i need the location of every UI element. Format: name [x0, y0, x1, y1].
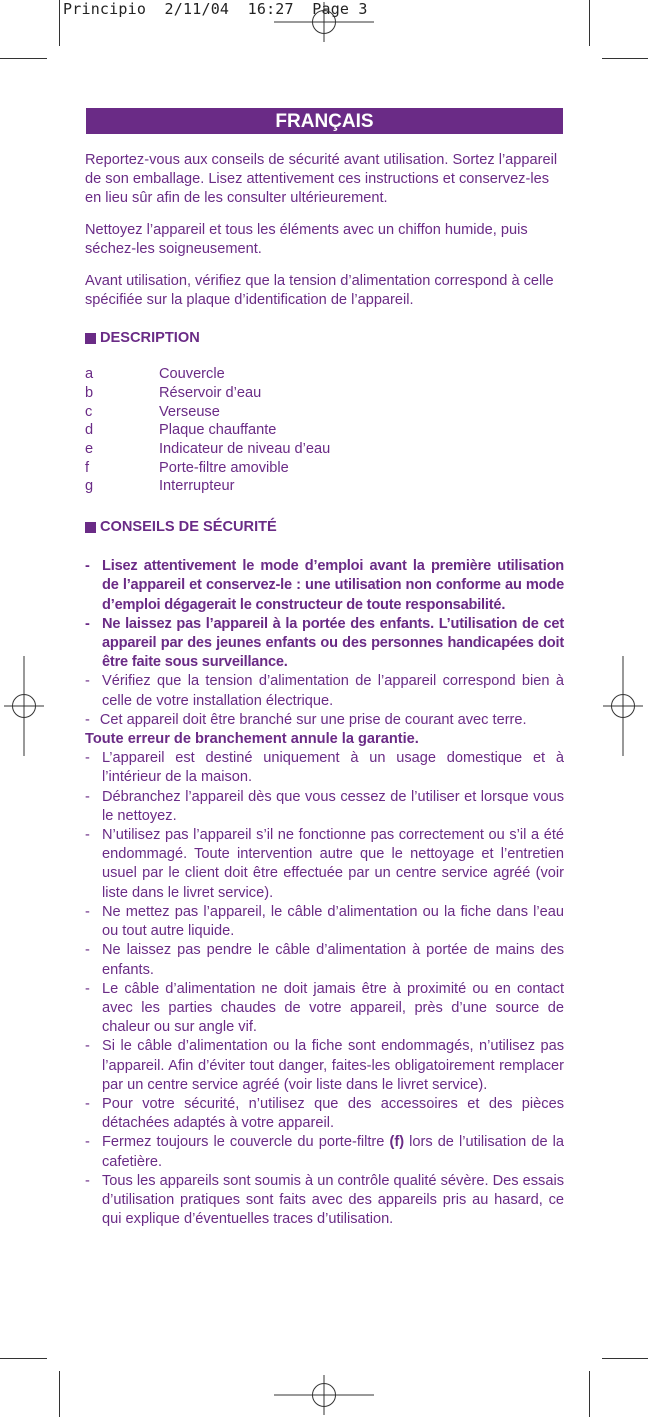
registration-mark-bottom-icon	[274, 1375, 374, 1415]
part-key: e	[85, 440, 94, 457]
part-key: d	[85, 422, 94, 439]
language-title-banner: FRANÇAIS	[86, 108, 563, 134]
part-key: b	[85, 384, 94, 401]
intro-paragraph: Avant utilisation, vérifiez que la tension d’alimentation correspond à celle spécifiée sur la plaque d’identification de l’appareil.	[85, 272, 554, 308]
list-item: - Lisez attentivement le mode d’emploi avant la première utilisation de l’appareil et conservez-le : une utilisation non conforme au mode d’emploi dégagerait le constructeur de toute responsabilité.	[85, 558, 564, 613]
description-heading-text: DESCRIPTION	[100, 330, 200, 347]
part-key: g	[85, 478, 94, 495]
description-list	[85, 365, 564, 496]
safety-text: Toute erreur de branchement annule la garantie.	[85, 731, 419, 748]
part-label: Porte-filtre amovible	[159, 459, 289, 476]
list-item: - Vérifiez que la tension d’alimentation de l’appareil correspond bien à celle de votre installation électrique.	[85, 673, 564, 709]
safety-list	[85, 557, 564, 1229]
list-item: - Si le câble d’alimentation ou la fiche sont endommagés, n’utilisez pas l’appareil. Afin d’éviter tout danger, faites-les obligatoirement remplacer par un centre service agréé (voir liste dans le livret service).	[85, 1038, 564, 1093]
list-item	[85, 440, 564, 459]
registration-mark-left-icon	[4, 656, 44, 756]
list-item: - Tous les appareils sont soumis à un contrôle qualité sévère. Des essais d’utilisation pratiques sont faits avec des appareils pris au hasard, ce qui explique d’éventuelles traces d’utilisation.	[85, 1172, 564, 1228]
safety-heading	[85, 518, 564, 537]
safety-text: N’utilisez pas l’appareil s’il ne fonctionne pas correctement ou s’il a été endommagé. Toute intervention autre que le nettoyage et l’entretien usuel par le client doit être effectuée par un centre service agréé (voir liste dans le livret service).	[102, 827, 564, 901]
intro-paragraph: Nettoyez l’appareil et tous les éléments avec un chiffon humide, puis séchez-les soigneusement.	[85, 221, 528, 258]
safety-text: Fermez toujours le couvercle du porte-filtre	[102, 1134, 390, 1151]
list-item: - Débranchez l’appareil dès que vous cessez de l’utiliser et lorsque vous le nettoyez.	[85, 788, 564, 824]
manual-content	[85, 151, 564, 1229]
list-item: - Ne laissez pas l’appareil à la portée des enfants. L’utilisation de cet appareil par des jeunes enfants ou des personnes handicapées doit être faite sous surveillance.	[85, 615, 564, 671]
safety-text: Pour votre sécurité, n’utilisez que des accessoires et des pièces détachées adaptés à votre appareil.	[102, 1095, 564, 1132]
safety-text: Si le câble d’alimentation ou la fiche sont endommagés, n’utilisez pas l’appareil. Afin d’éviter tout danger, faites-les obligatoirement remplacer par un centre service agréé (voir liste dans le livret service).	[102, 1038, 564, 1093]
safety-text: Tous les appareils sont soumis à un contrôle qualité sévère. Des essais d’utilisation pratiques sont faits avec des appareils pris au hasard, ce qui explique d’éventuelles traces d’utilisation.	[102, 1172, 564, 1228]
crop-mark-bottom-left-h	[0, 1358, 47, 1359]
registration-mark-top-icon	[274, 2, 374, 42]
list-item: - N’utilisez pas l’appareil s’il ne fonctionne pas correctement ou s’il a été endommagé. Toute intervention autre que le nettoyage et l’entretien usuel par le client doit être effectuée par un centre service agréé (voir liste dans le livret service).	[85, 827, 564, 901]
crop-mark-top-left-h	[0, 58, 47, 59]
safety-text: L’appareil est destiné uniquement à un usage domestique et à l’intérieur de la maison.	[102, 750, 564, 786]
list-item	[85, 403, 564, 422]
safety-text: lors de l’utilisation de la cafetière.	[102, 1134, 565, 1170]
safety-text: Ne laissez pas l’appareil à la portée des enfants. L’utilisation de cet appareil par des jeunes enfants ou des personnes handicapées doit être faite sous surveillance.	[102, 615, 564, 671]
crop-mark-top-right-h	[602, 58, 648, 59]
part-label: Verseuse	[159, 403, 220, 420]
part-label: Indicateur de niveau d’eau	[159, 440, 331, 457]
safety-text: Ne mettez pas l’appareil, le câble d’alimentation ou la fiche dans l’eau ou tout autre liquide.	[102, 903, 564, 940]
crop-mark-bottom-right-h	[602, 1358, 648, 1359]
list-item: - Ne laissez pas pendre le câble d’alimentation à portée de mains des enfants.	[85, 942, 564, 978]
list-item: - Le câble d’alimentation ne doit jamais être à proximité ou en contact avec les parties chaudes de votre appareil, près d’une source de chaleur ou sur angle vif.	[85, 980, 564, 1036]
safety-text: Vérifiez que la tension d’alimentation de l’appareil correspond bien à celle de votre installation électrique.	[102, 673, 564, 709]
part-reference: (f)	[389, 1134, 405, 1151]
part-key: c	[85, 403, 93, 420]
registration-mark-right-icon	[603, 656, 643, 756]
safety-heading-text: CONSEILS DE SÉCURITÉ	[100, 519, 277, 536]
list-item	[85, 365, 564, 384]
list-item	[85, 384, 564, 403]
list-item	[85, 477, 564, 496]
list-item	[85, 421, 564, 440]
part-key: a	[85, 366, 94, 383]
square-bullet-icon	[85, 333, 96, 344]
list-item: - Cet appareil doit être branché sur une prise de courant avec terre.	[85, 711, 527, 728]
part-label: Plaque chauffante	[159, 422, 277, 439]
list-item: - Pour votre sécurité, n’utilisez que des accessoires et des pièces détachées adaptés à votre appareil.	[85, 1095, 564, 1132]
list-item: - Ne mettez pas l’appareil, le câble d’alimentation ou la fiche dans l’eau ou tout autre liquide.	[85, 903, 564, 940]
square-bullet-icon	[85, 522, 96, 533]
crop-mark-bottom-left-v	[59, 1371, 60, 1417]
print-slug: Principio 2/11/04 16:27 Page 3	[63, 0, 368, 18]
part-label: Couvercle	[159, 366, 225, 383]
part-label: Réservoir d’eau	[159, 384, 262, 401]
safety-text: Ne laissez pas pendre le câble d’alimentation à portée de mains des enfants.	[102, 942, 564, 978]
crop-mark-bottom-right-v	[589, 1371, 590, 1417]
safety-text: Débranchez l’appareil dès que vous cessez de l’utiliser et lorsque vous le nettoyez.	[102, 788, 564, 824]
crop-mark-top-left-v	[59, 0, 60, 46]
part-label: Interrupteur	[159, 478, 235, 495]
list-item	[85, 459, 564, 478]
part-key: f	[85, 459, 90, 476]
list-item: - L’appareil est destiné uniquement à un usage domestique et à l’intérieur de la maison.	[85, 750, 564, 786]
intro-paragraph: Reportez-vous aux conseils de sécurité avant utilisation. Sortez l’appareil de son emballage. Lisez attentivement ces instructions et conservez-les en lieu sûr afin de les consulter ultérieurement.	[85, 152, 558, 207]
safety-text: Lisez attentivement le mode d’emploi avant la première utilisation de l’appareil et conservez-le : une utilisation non conforme au mode d’emploi dégagerait le constructeur de toute responsabilité.	[102, 558, 564, 613]
description-heading	[85, 329, 564, 348]
crop-mark-top-right-v	[589, 0, 590, 46]
list-item: - Fermez toujours le couvercle du porte-filtre (f) lors de l’utilisation de la cafetière.	[85, 1134, 565, 1170]
ground-warning	[85, 730, 564, 749]
safety-text: Cet appareil doit être branché sur une prise de courant avec terre.	[99, 711, 527, 728]
safety-text: Le câble d’alimentation ne doit jamais être à proximité ou en contact avec les parties chaudes de votre appareil, près d’une source de chaleur ou sur angle vif.	[102, 980, 564, 1036]
